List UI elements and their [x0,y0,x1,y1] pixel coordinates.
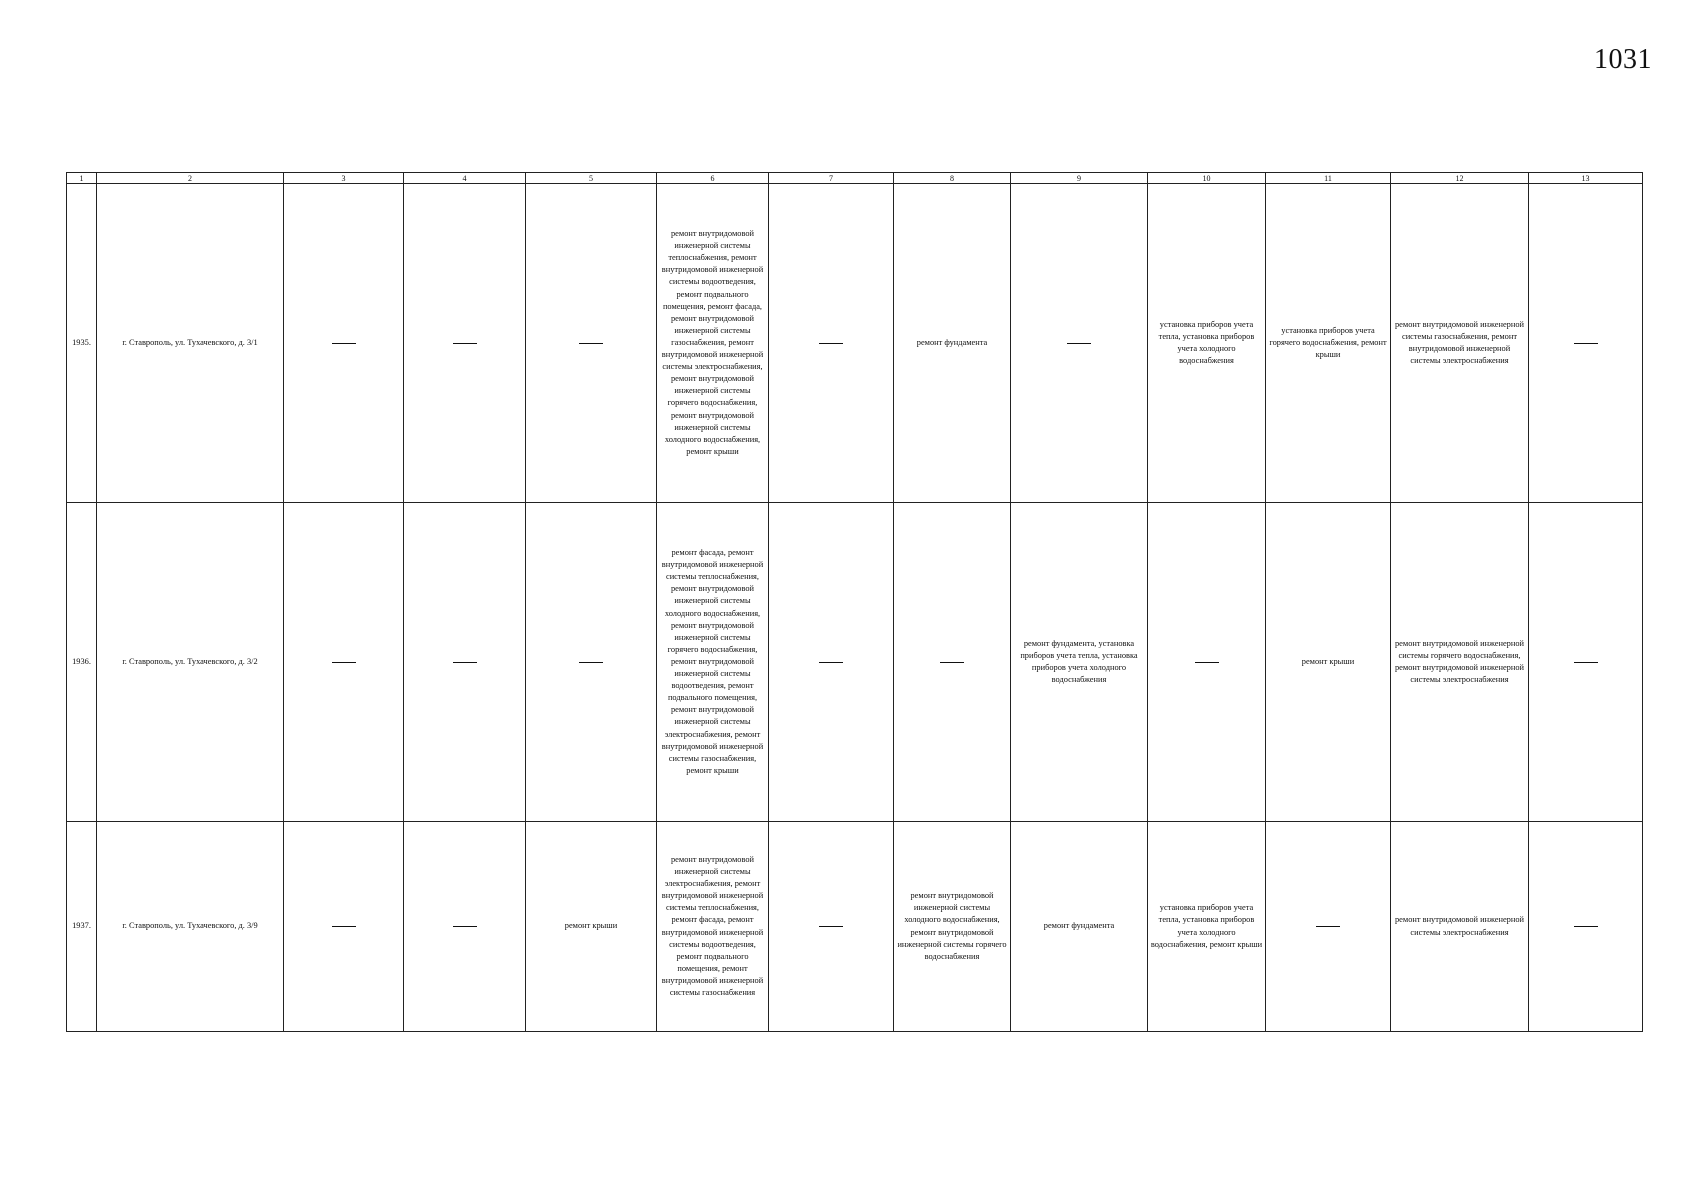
work-cell: ремонт фундамента [894,184,1011,503]
dash-mark [579,343,603,344]
dash-mark [332,662,356,663]
dash-cell [404,184,526,503]
dash-cell [1266,822,1391,1032]
dash-mark [819,343,843,344]
work-cell: ремонт крыши [1266,503,1391,822]
repair-schedule-table [66,172,1643,1032]
dash-cell [284,822,404,1032]
dash-cell [769,184,894,503]
work-cell: установка приборов учета горячего водоснабжения, ремонт крыши [1266,184,1391,503]
column-header: 13 [1529,173,1643,184]
column-header: 3 [284,173,404,184]
dash-mark [579,662,603,663]
column-header: 6 [657,173,769,184]
column-header: 5 [526,173,657,184]
dash-cell [404,503,526,822]
row-number: 1937. [67,822,97,1032]
table-row [67,822,1643,1032]
work-cell: установка приборов учета тепла, установка приборов учета холодного водоснабжения, ремонт крыши [1148,822,1266,1032]
dash-cell [769,822,894,1032]
row-number: 1936. [67,503,97,822]
dash-mark [819,926,843,927]
work-cell: ремонт внутридомовой инженерной системы газоснабжения, ремонт внутридомовой инженерной системы электроснабжения [1391,184,1529,503]
address-cell: г. Ставрополь, ул. Тухачевского, д. 3/9 [97,822,284,1032]
column-header: 7 [769,173,894,184]
work-cell: ремонт внутридомовой инженерной системы холодного водоснабжения, ремонт внутридомовой инженерной системы горячего водоснабжения [894,822,1011,1032]
column-number-header [67,173,1643,184]
dash-mark [940,662,964,663]
dash-mark [1195,662,1219,663]
dash-mark [453,662,477,663]
dash-cell [769,503,894,822]
column-header: 8 [894,173,1011,184]
address-cell: г. Ставрополь, ул. Тухачевского, д. 3/1 [97,184,284,503]
dash-mark [819,662,843,663]
column-header: 10 [1148,173,1266,184]
dash-cell [526,184,657,503]
dash-mark [1316,926,1340,927]
dash-cell [404,822,526,1032]
work-cell: установка приборов учета тепла, установка приборов учета холодного водоснабжения [1148,184,1266,503]
dash-mark [453,926,477,927]
work-cell: ремонт внутридомовой инженерной системы теплоснабжения, ремонт внутридомовой инженерной системы водоотведения, ремонт подвального помещения, ремонт фасада, ремонт внутридомовой инженерной системы газоснабжения, ремонт внутридомовой инженерной системы электроснабжения, ремонт внутридомовой инженерной системы горячего водоснабжения, ремонт внутридомовой инженерной системы холодного водоснабжения, ремонт крыши [657,184,769,503]
column-header: 2 [97,173,284,184]
dash-mark [1574,926,1598,927]
work-cell: ремонт внутридомовой инженерной системы горячего водоснабжения, ремонт внутридомовой инженерной системы электроснабжения [1391,503,1529,822]
dash-mark [1067,343,1091,344]
table-row [67,184,1643,503]
dash-cell [284,503,404,822]
dash-mark [1574,662,1598,663]
dash-cell [526,503,657,822]
dash-cell [1011,184,1148,503]
dash-cell [1529,184,1643,503]
dash-mark [332,926,356,927]
column-header: 12 [1391,173,1529,184]
address-cell: г. Ставрополь, ул. Тухачевского, д. 3/2 [97,503,284,822]
dash-cell [1529,822,1643,1032]
column-header: 1 [67,173,97,184]
page-number: 1031 [1594,44,1652,75]
dash-mark [453,343,477,344]
dash-mark [332,343,356,344]
row-number: 1935. [67,184,97,503]
dash-mark [1574,343,1598,344]
work-cell: ремонт внутридомовой инженерной системы электроснабжения, ремонт внутридомовой инженерной системы теплоснабжения, ремонт фасада, ремонт внутридомовой инженерной системы водоотведения, ремонт подвального помещения, ремонт внутридомовой инженерной системы газоснабжения [657,822,769,1032]
dash-cell [894,503,1011,822]
dash-cell [1529,503,1643,822]
work-cell: ремонт фундамента, установка приборов учета тепла, установка приборов учета холодного водоснабжения [1011,503,1148,822]
column-header: 11 [1266,173,1391,184]
work-cell: ремонт внутридомовой инженерной системы электроснабжения [1391,822,1529,1032]
table-row [67,503,1643,822]
work-cell: ремонт фундамента [1011,822,1148,1032]
dash-cell [284,184,404,503]
column-header: 9 [1011,173,1148,184]
work-cell: ремонт фасада, ремонт внутридомовой инженерной системы теплоснабжения, ремонт внутридомовой инженерной системы холодного водоснабжения, ремонт внутридомовой инженерной системы горячего водоснабжения, ремонт внутридомовой инженерной системы водоотведения, ремонт подвального помещения, ремонт внутридомовой инженерной системы электроснабжения, ремонт внутридомовой инженерной системы газоснабжения, ремонт крыши [657,503,769,822]
dash-cell [1148,503,1266,822]
column-header: 4 [404,173,526,184]
work-cell: ремонт крыши [526,822,657,1032]
